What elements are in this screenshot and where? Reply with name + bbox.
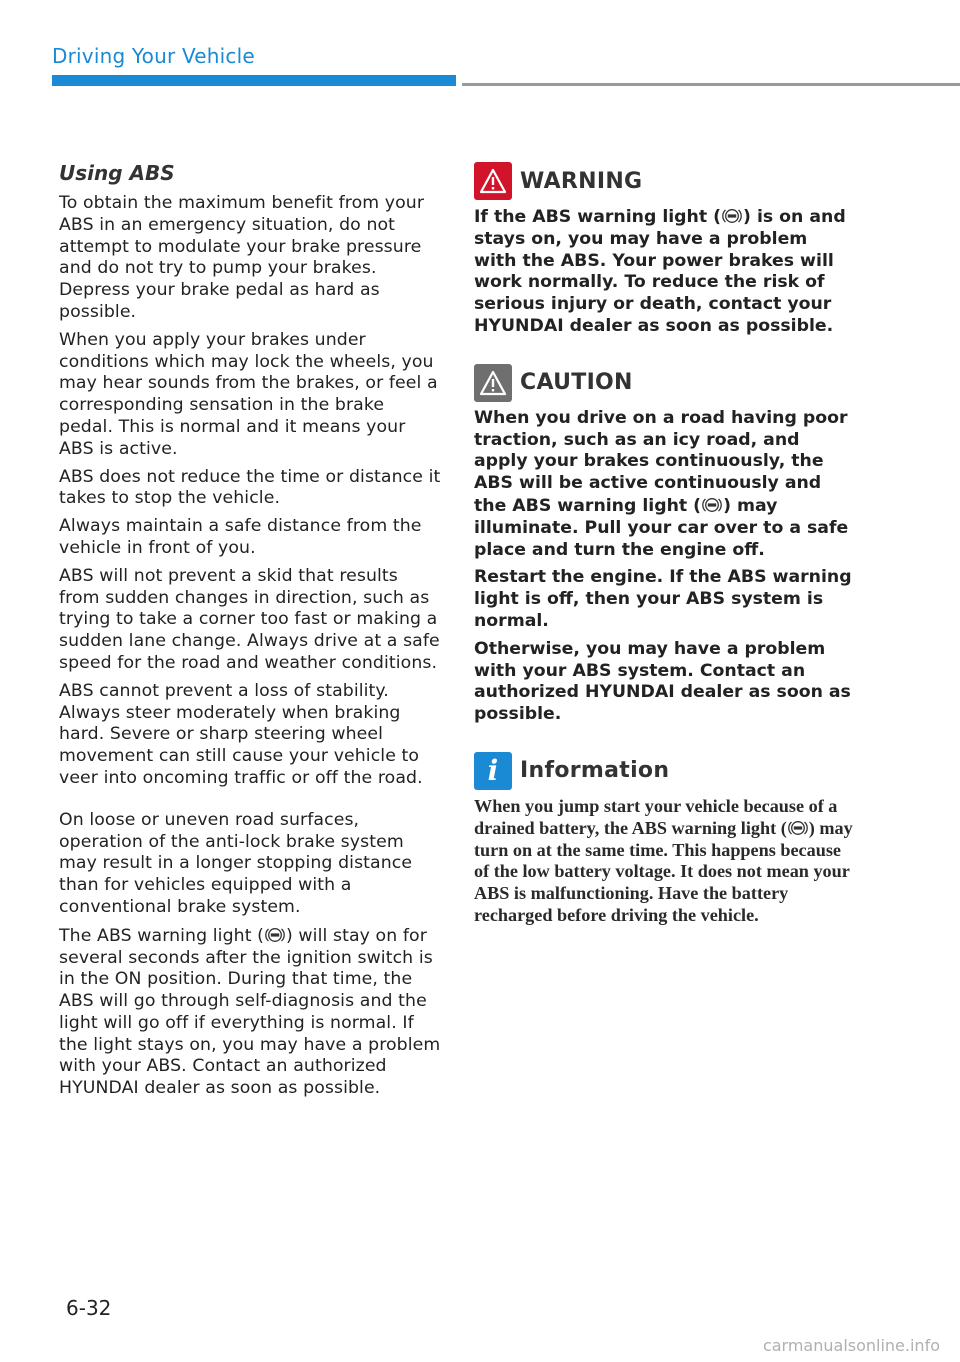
caution-text: Restart the engine. If the ABS warning light is off, then your ABS system is normal. [474,567,852,631]
caution-label: CAUTION [520,370,633,396]
warning-title [474,162,854,200]
abs-warning-light-icon [722,206,742,226]
right-column [474,162,854,953]
caution-text: Otherwise, you may have a problem with your ABS system. Contact an authorized HYUNDAI dealer as soon as possible. [474,638,851,725]
page-number: 6-32 [66,1296,112,1320]
watermark: carmanualsonline.info [762,1336,940,1355]
warning-text [474,206,854,338]
left-column [59,160,441,1106]
abs-warning-light-icon [788,818,808,838]
warning-label: WARNING [520,168,643,194]
text-run: The ABS warning light ( [59,925,264,946]
paragraph-abs-light [59,925,441,1100]
information-label: Information [520,758,670,784]
text-run: ) is on and stays on, you may have a problem with the ABS. Your power brakes will work normally. To reduce the risk of serious injury or death, contact your HYUNDAI dealer as soon as possible. [474,207,846,336]
paragraph: Always maintain a safe distance from the vehicle in front of you. [59,516,422,558]
header-accent-bar [52,75,456,86]
paragraph: When you apply your brakes under conditions which may lock the wheels, you may hear sounds from the brakes, or feel a corresponding sensation in the brake pedal. This is normal and it means your ABS is active. [59,329,438,459]
section-heading: Using ABS [59,161,175,185]
paragraph: ABS will not prevent a skid that results from sudden changes in direction, such as trying to take a corner too fast or making a sudden lane change. Always drive at a safe speed for the road and weather conditions. [59,565,440,673]
paragraph: ABS cannot prevent a loss of stability. Always steer moderately when braking hard. Severe or sharp steering wheel movement can still cause your vehicle to veer into oncoming traffic or off the road. [59,680,423,788]
text-run: If the ABS warning light ( [474,207,722,227]
text-run: ) may turn on at the same time. This happens because of the low battery voltage. It does not mean your ABS is malfunctioning. Have the battery recharged before driving the vehicle. [474,817,853,925]
paragraph: ABS does not reduce the time or distance it takes to stop the vehicle. [59,466,441,509]
information-text [474,796,854,927]
caution-text [474,408,854,562]
text-run: ) will stay on for several seconds after the ignition switch is in the ON position. During that time, the ABS will go through self-diagnosis and the light will go off if everything is normal. If the light stays on, you may have a problem with your ABS. Contact an authorized HYUNDAI dealer as soon as possible. [59,925,441,1099]
caution-box [474,364,854,726]
text-run: When you drive on a road having poor traction, such as an icy road, and apply your brakes continuously, the ABS will be active continuously and the ABS warning light ( [474,407,848,516]
text-run: ) may illuminate. Pull your car over to a safe place and turn the engine off. [474,495,849,560]
warning-box [474,162,854,338]
information-title [474,752,854,790]
caution-title [474,364,854,402]
header-rule [462,83,960,86]
abs-warning-light-icon [702,495,722,515]
information-box [474,752,854,927]
page-section-title: Driving Your Vehicle [52,44,255,68]
warning-triangle-icon [474,162,512,200]
info-icon: i [474,752,512,790]
paragraph: To obtain the maximum benefit from your ABS in an emergency situation, do not attempt to modulate your brake pressure and do not try to pump your brakes. Depress your brake pedal as hard as possible. [59,193,425,322]
caution-triangle-icon [474,364,512,402]
text-run: When you jump start your vehicle because of a drained battery, the ABS warning light ( [474,795,838,838]
abs-warning-light-icon [265,925,285,945]
paragraph: On loose or uneven road surfaces, operation of the anti-lock brake system may result in a longer stopping distance than for vehicles equipped with a conventional brake system. [59,809,413,917]
